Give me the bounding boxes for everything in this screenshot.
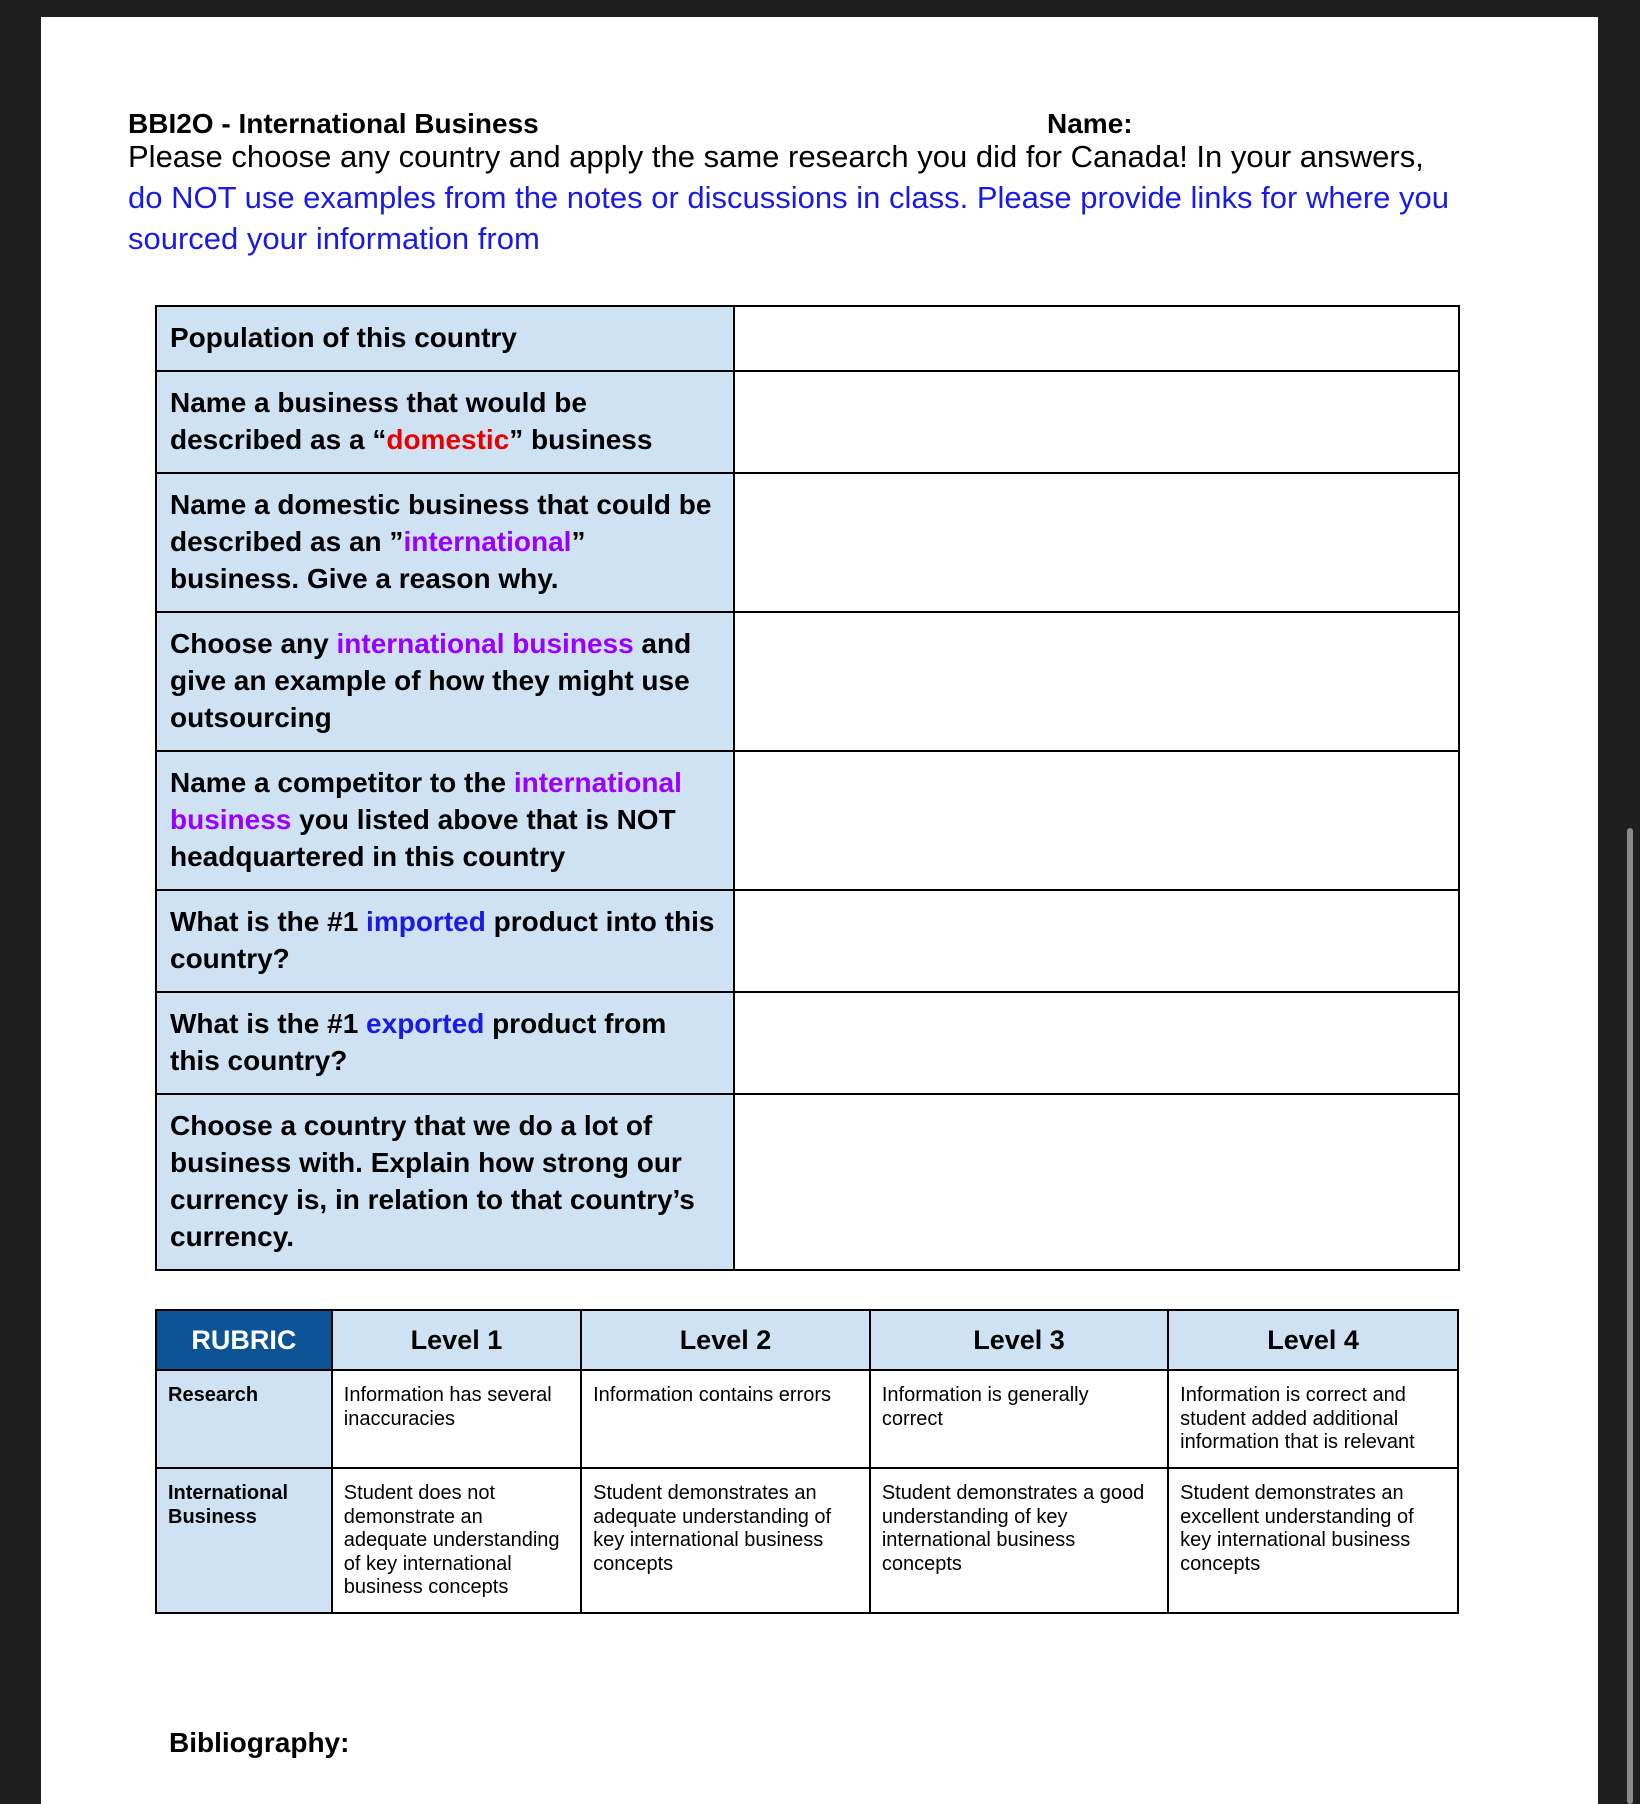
course-title: BBI2O - International Business [128,108,539,139]
question-text: Name a business that would be described as a “ [170,387,587,455]
question-text: international business [336,628,634,659]
question-text: domestic [386,424,510,455]
rubric-cell: Information is generally correct [870,1370,1168,1468]
rubric-cell: Information contains errors [581,1370,870,1468]
question-cell [156,612,734,751]
answer-cell[interactable] [734,473,1459,612]
question-cell [156,306,734,371]
document-header [128,94,1468,259]
question-row [156,890,1459,992]
rubric-level-header: Level 4 [1168,1310,1458,1370]
answer-cell[interactable] [734,751,1459,890]
vertical-scrollbar[interactable] [1627,828,1633,1804]
question-text: Name a domestic business that could be described as an ” [170,489,712,557]
question-row [156,992,1459,1094]
rubric-cell: Student demonstrates an excellent understanding of key international business concepts [1168,1468,1458,1613]
answer-cell[interactable] [734,371,1459,473]
question-text: product from this country? [170,1008,667,1076]
rubric-title: RUBRIC [156,1310,332,1370]
rubric-cell: Student demonstrates a good understanding of key international business concepts [870,1468,1168,1613]
question-text: imported [366,906,486,937]
question-cell [156,1094,734,1270]
rubric-cell: Student demonstrates an adequate understanding of key international business concepts [581,1468,870,1613]
question-text: and give an example of how they might use outsourcing [170,628,692,733]
instructions-part2: do NOT use examples from the notes or discussions in class. Please provide links for where you sourced your information from [128,180,1449,256]
question-text: What is the #1 [170,1008,367,1039]
question-text: product into this country? [170,906,715,974]
rubric-row-international-business [156,1468,1458,1613]
research-table [155,305,1460,1271]
question-cell [156,890,734,992]
question-text: Choose any [170,628,337,659]
question-text: you listed above that is NOT headquartered in this country [170,804,676,872]
question-row [156,612,1459,751]
question-text: ” business [509,424,653,455]
question-cell [156,751,734,890]
rubric-cell: Information is correct and student added additional information that is relevant [1168,1370,1458,1468]
question-text: Name a competitor to the [170,767,514,798]
rubric-level-header: Level 1 [332,1310,581,1370]
rubric-row-research [156,1370,1458,1468]
question-text: international business [170,767,682,835]
question-row [156,473,1459,612]
question-row [156,1094,1459,1270]
instructions-part1: Please choose any country and apply the same research you did for Canada! In your answers, [128,139,1424,174]
rubric-level-header: Level 3 [870,1310,1168,1370]
question-cell [156,473,734,612]
answer-cell[interactable] [734,1094,1459,1270]
rubric-criterion: Research [156,1370,332,1468]
question-row [156,306,1459,371]
rubric-cell: Information has several inaccuracies [332,1370,581,1468]
question-row [156,371,1459,473]
rubric-table [155,1309,1459,1614]
bibliography-label: Bibliography: [169,1727,350,1758]
question-cell [156,992,734,1094]
answer-cell[interactable] [734,612,1459,751]
name-label: Name: [1047,108,1133,139]
rubric-header-row [156,1310,1458,1370]
question-text: ” business. Give a reason why. [170,526,586,594]
question-text: exported [366,1008,485,1039]
question-cell [156,371,734,473]
question-text: Population of this country [170,322,517,353]
question-row [156,751,1459,890]
answer-cell[interactable] [734,890,1459,992]
instructions [128,136,1458,259]
question-text: What is the #1 [170,906,367,937]
answer-cell[interactable] [734,306,1459,371]
rubric-cell: Student does not demonstrate an adequate understanding of key international business concepts [332,1468,581,1613]
rubric-criterion: International Business [156,1468,332,1613]
question-text: international [403,526,572,557]
rubric-level-header: Level 2 [581,1310,870,1370]
question-text: Choose a country that we do a lot of business with. Explain how strong our currency is, in relation to that country’s currency. [170,1110,695,1252]
answer-cell[interactable] [734,992,1459,1094]
